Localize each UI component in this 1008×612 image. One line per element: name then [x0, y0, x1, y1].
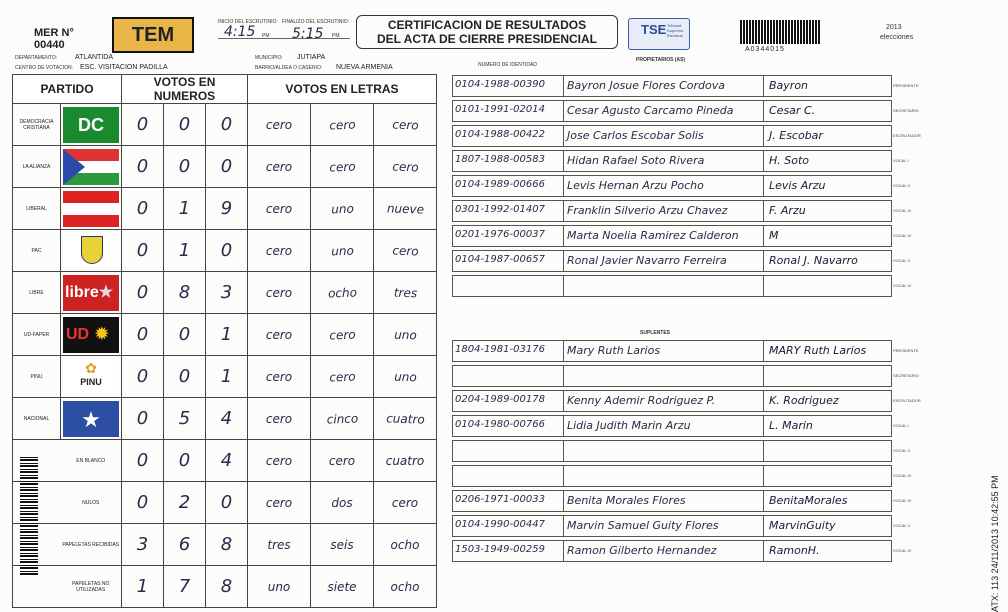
vote-word[interactable]: cero — [248, 104, 311, 146]
title-line-1: CERTIFICACION DE RESULTADOS — [387, 18, 587, 32]
member-signature: H. Soto — [769, 154, 810, 167]
vote-digit[interactable]: 7 — [164, 566, 206, 608]
id-divider — [563, 491, 564, 511]
name-divider — [763, 151, 764, 171]
member-name: Franklin Silverio Arzu Chavez — [567, 204, 728, 217]
vote-word[interactable]: cinco — [310, 396, 374, 440]
party-name: DEMOCRACIA CRISTIANA — [13, 104, 61, 146]
results-header-row — [13, 75, 437, 104]
member-row[interactable] — [452, 175, 892, 197]
tse-text: TSE — [641, 22, 667, 37]
vote-digit[interactable]: 0 — [122, 440, 164, 482]
member-role: VOCAL V — [893, 523, 911, 528]
member-signature: Bayron — [769, 79, 809, 92]
party-name: LIBERAL — [13, 188, 61, 230]
name-divider — [763, 276, 764, 296]
document-title — [356, 15, 618, 49]
party-row — [13, 230, 437, 272]
name-divider — [763, 466, 764, 486]
id-divider — [563, 541, 564, 561]
vote-digit[interactable]: 0 — [206, 230, 248, 272]
vote-digit[interactable]: 1 — [164, 230, 206, 272]
member-name: Kenny Ademir Rodriguez P. — [567, 394, 716, 407]
summary-row — [13, 524, 437, 566]
col-partido: PARTIDO — [13, 75, 122, 104]
sun-icon: ✹ — [95, 325, 109, 343]
member-signature: MarvinGuity — [769, 519, 836, 532]
member-id: 1807-1988-00583 — [455, 154, 545, 165]
vote-digit[interactable]: 0 — [122, 356, 164, 398]
party-name: PAC — [13, 230, 61, 272]
name-divider — [763, 101, 764, 121]
vote-digit[interactable]: 3 — [122, 524, 164, 566]
member-signature: L. Marin — [769, 419, 813, 432]
vote-word[interactable]: cero — [373, 144, 437, 188]
id-divider — [563, 76, 564, 96]
member-row[interactable] — [452, 490, 892, 512]
vote-word[interactable]: seis — [311, 524, 374, 566]
id-divider — [563, 466, 564, 486]
title-line-2: DEL ACTA DE CIERRE PRESIDENCIAL — [376, 32, 598, 46]
member-id: 0104-1989-00666 — [455, 179, 545, 190]
vote-word[interactable]: cero — [310, 312, 374, 356]
barcode-top — [740, 20, 820, 44]
member-row[interactable] — [452, 465, 892, 487]
pac-shield-icon — [63, 233, 119, 269]
member-signature: RamonH. — [769, 544, 820, 557]
id-divider — [563, 441, 564, 461]
ud-logo-text: UD — [66, 325, 90, 343]
name-divider — [763, 366, 764, 386]
member-row[interactable] — [452, 515, 892, 537]
member-role: VOCAL III — [893, 473, 911, 478]
party-row — [13, 272, 437, 314]
name-divider — [763, 126, 764, 146]
summary-name: PAPELETAS NO UTILIZADAS — [61, 566, 122, 608]
member-name: Jose Carlos Escobar Solis — [567, 129, 704, 142]
name-divider — [763, 391, 764, 411]
vote-digit[interactable]: 8 — [206, 566, 248, 608]
vote-word[interactable]: cero — [374, 482, 437, 524]
vote-word[interactable]: uno — [373, 312, 437, 356]
member-role: VOCAL VI — [893, 548, 912, 553]
vote-word[interactable]: cero — [311, 440, 374, 482]
vote-digit[interactable]: 0 — [122, 230, 164, 272]
final-label: FINALIZO DEL ESCRUTINIO: — [282, 19, 350, 25]
member-name: Benita Morales Flores — [567, 494, 686, 507]
member-row[interactable] — [452, 340, 892, 362]
vote-digit[interactable]: 9 — [206, 188, 248, 230]
vote-word[interactable]: cero — [310, 354, 374, 398]
party-logo-cell — [61, 314, 122, 356]
member-row[interactable] — [452, 250, 892, 272]
vote-digit[interactable]: 0 — [206, 482, 248, 524]
vote-word[interactable]: cero — [310, 102, 374, 146]
vote-word[interactable]: ocho — [374, 524, 437, 566]
member-row[interactable] — [452, 100, 892, 122]
vote-word[interactable]: nueve — [373, 186, 437, 230]
vote-digit[interactable]: 1 — [206, 356, 248, 398]
member-row[interactable] — [452, 440, 892, 462]
libre-star-icon: ★ — [98, 283, 114, 301]
vote-digit[interactable]: 5 — [164, 398, 206, 440]
municipio-value: JUTIAPA — [297, 54, 326, 61]
name-divider — [763, 176, 764, 196]
vote-digit[interactable]: 1 — [206, 314, 248, 356]
vote-word[interactable]: cero — [373, 102, 437, 146]
vote-word[interactable]: cero — [248, 146, 311, 188]
barrio-value: NUEVA ARMENIA — [336, 64, 393, 71]
vote-word[interactable]: cero — [248, 188, 311, 230]
summary-name: PAPELETAS RECIBIDAS — [61, 524, 122, 566]
id-divider — [563, 341, 564, 361]
member-row[interactable] — [452, 200, 892, 222]
member-name: Ronal Javier Navarro Ferreira — [567, 254, 727, 267]
summary-name: EN BLANCO — [61, 440, 122, 482]
member-role: ESCRUTADOR — [893, 133, 921, 138]
vote-word[interactable]: uno — [310, 228, 374, 272]
id-divider — [563, 126, 564, 146]
member-row[interactable] — [452, 225, 892, 247]
member-signature: Cesar C. — [769, 104, 816, 117]
member-id: 0201-1976-00037 — [455, 229, 545, 240]
id-divider — [563, 516, 564, 536]
member-role: PRESIDENTE — [893, 83, 919, 88]
party-rows — [13, 104, 437, 608]
member-id: 0104-1988-00390 — [455, 79, 545, 90]
member-row[interactable] — [452, 150, 892, 172]
party-logo-cell — [61, 356, 122, 398]
party-name: LA ALIANZA — [13, 146, 61, 188]
party-logo-cell — [61, 146, 122, 188]
id-divider — [563, 151, 564, 171]
member-row[interactable] — [452, 125, 892, 147]
mer-number: 00440 — [34, 39, 65, 51]
member-name: Cesar Agusto Carcamo Pineda — [567, 104, 734, 117]
party-row — [13, 398, 437, 440]
vote-digit[interactable]: 0 — [122, 272, 164, 314]
party-logo-cell — [61, 104, 122, 146]
member-signature: Ronal J. Navarro — [769, 254, 858, 267]
member-role: ESCRUTADOR — [893, 398, 921, 403]
member-name: Marvin Samuel Guity Flores — [567, 519, 719, 532]
inicio-label: INICIO DEL ESCRUTINIO: — [218, 19, 278, 25]
member-row[interactable] — [452, 540, 892, 562]
municipio-label: MUNICIPIO: — [255, 55, 283, 61]
id-divider — [563, 391, 564, 411]
member-role: VOCAL V — [893, 258, 911, 263]
member-signature: M — [769, 229, 779, 242]
time-underline — [218, 38, 350, 39]
id-divider — [563, 416, 564, 436]
member-role: VOCAL IV — [893, 233, 912, 238]
member-role: SECRETARIO — [893, 108, 919, 113]
party-name: UD-FAPER — [13, 314, 61, 356]
member-name: Ramon Gilberto Hernandez — [567, 544, 717, 557]
vote-word[interactable]: cero — [248, 398, 311, 440]
vote-digit[interactable]: 2 — [164, 482, 206, 524]
barcode-text: A0344015 — [745, 46, 785, 53]
member-role: PRESIDENTE — [893, 348, 919, 353]
vote-word[interactable]: cuatro — [374, 440, 437, 482]
name-divider — [763, 416, 764, 436]
col-votos-letras: VOTOS EN LETRAS — [248, 75, 437, 104]
summary-name: NULOS — [61, 482, 122, 524]
id-divider — [563, 366, 564, 386]
id-divider — [563, 226, 564, 246]
vote-digit[interactable]: 0 — [206, 104, 248, 146]
member-signature: K. Rodriguez — [769, 394, 839, 407]
member-signature: MARY Ruth Larios — [769, 344, 867, 357]
name-divider — [763, 516, 764, 536]
member-row[interactable] — [452, 415, 892, 437]
name-divider — [763, 226, 764, 246]
member-id: 0204-1989-00178 — [455, 394, 545, 405]
member-name: Mary Ruth Larios — [567, 344, 661, 357]
member-role: VOCAL II — [893, 448, 910, 453]
tse-subtitle: Tribunal Supremo Electoral — [667, 23, 684, 38]
vote-digit[interactable]: 0 — [164, 314, 206, 356]
name-divider — [763, 76, 764, 96]
member-role: VOCAL VI — [893, 283, 912, 288]
vote-digit[interactable]: 3 — [206, 272, 248, 314]
member-id: 0104-1987-00657 — [455, 254, 545, 265]
col-votos-numeros: VOTOS EN NUMEROS — [122, 75, 248, 104]
member-name: Levis Hernan Arzu Pocho — [567, 179, 704, 192]
vote-digit[interactable]: 8 — [164, 272, 206, 314]
vote-digit[interactable]: 0 — [164, 440, 206, 482]
vote-word[interactable]: cero — [248, 482, 311, 524]
vote-digit[interactable]: 0 — [206, 146, 248, 188]
pinu-emblem-icon: ✿ — [85, 359, 97, 376]
vote-word[interactable]: ocho — [310, 270, 374, 314]
departamento-label: DEPARTAMENTO: — [15, 55, 58, 61]
party-row — [13, 146, 437, 188]
party-row — [13, 104, 437, 146]
timestamp-stamp: ATX: 113 24/11/2013 10:42:55 PM — [990, 475, 1000, 612]
vote-digit[interactable]: 6 — [164, 524, 206, 566]
vote-digit[interactable]: 8 — [206, 524, 248, 566]
party-logo-cell — [61, 230, 122, 272]
vote-digit[interactable]: 0 — [122, 314, 164, 356]
member-id: 0104-1988-00422 — [455, 129, 545, 140]
member-role: VOCAL I — [893, 423, 909, 428]
vote-digit[interactable]: 0 — [122, 398, 164, 440]
member-signature: BenitaMorales — [769, 494, 848, 507]
party-row — [13, 188, 437, 230]
final-time: 5:15 — [292, 26, 324, 42]
tse-logo — [628, 18, 690, 50]
vote-word[interactable]: cero — [248, 272, 311, 314]
dc-logo-icon: DC — [63, 107, 119, 143]
ud-logo-icon — [63, 317, 119, 353]
vote-digit[interactable]: 0 — [122, 146, 164, 188]
vote-digit[interactable]: 0 — [122, 188, 164, 230]
vote-digit[interactable]: 0 — [164, 146, 206, 188]
member-name: Marta Noelia Ramirez Calderon — [567, 229, 739, 242]
nacional-star-icon: ★ — [63, 401, 119, 437]
tem-box: TEM — [112, 17, 194, 53]
member-name: Hidan Rafael Soto Rivera — [567, 154, 705, 167]
vote-word[interactable]: cero — [248, 314, 311, 356]
name-divider — [763, 441, 764, 461]
vote-word[interactable]: cuatro — [373, 396, 437, 440]
summary-row — [13, 566, 437, 608]
summary-row — [13, 440, 437, 482]
member-id: 1503-1949-00259 — [455, 544, 545, 555]
vote-digit[interactable]: 1 — [122, 566, 164, 608]
vote-digit[interactable]: 4 — [206, 440, 248, 482]
pinu-logo-text: PINU — [80, 376, 102, 387]
liberal-flag-icon — [63, 191, 119, 227]
member-role: VOCAL III — [893, 208, 911, 213]
libre-logo-icon — [63, 275, 119, 311]
pm-label-2: PM — [332, 33, 340, 39]
member-id: 1804-1981-03176 — [455, 344, 545, 355]
vote-word[interactable]: cero — [248, 230, 311, 272]
vote-word[interactable]: cero — [248, 356, 311, 398]
member-role: SECRETARIO — [893, 373, 919, 378]
party-name: LIBRE — [13, 272, 61, 314]
vote-word[interactable]: dos — [311, 482, 374, 524]
member-id: 0104-1980-00766 — [455, 419, 545, 430]
vote-word[interactable]: cero — [373, 228, 437, 272]
vote-word[interactable]: cero — [248, 440, 311, 482]
id-divider — [563, 276, 564, 296]
member-row[interactable] — [452, 365, 892, 387]
member-id: 0104-1990-00447 — [455, 519, 545, 530]
vote-word[interactable]: tres — [248, 524, 311, 566]
vote-word[interactable]: siete — [311, 566, 374, 608]
member-row[interactable] — [452, 75, 892, 97]
mer-label: MER N° — [34, 27, 74, 39]
name-divider — [763, 201, 764, 221]
member-signature: Levis Arzu — [769, 179, 826, 192]
elecciones-logo-text: elecciones — [880, 34, 914, 41]
id-divider — [563, 201, 564, 221]
member-row[interactable] — [452, 390, 892, 412]
results-table — [12, 74, 437, 608]
name-divider — [763, 251, 764, 271]
member-role: VOCAL IV — [893, 498, 912, 503]
member-role: VOCAL II — [893, 183, 910, 188]
vote-word[interactable]: uno — [248, 566, 311, 608]
id-divider — [563, 251, 564, 271]
vote-word[interactable]: uno — [310, 186, 374, 230]
member-name: Lidia Judith Marin Arzu — [567, 419, 691, 432]
alianza-flag-icon — [63, 149, 119, 185]
vote-word[interactable]: tres — [373, 270, 437, 314]
member-name: Bayron Josue Flores Cordova — [567, 79, 725, 92]
vote-digit[interactable]: 0 — [122, 482, 164, 524]
vote-digit[interactable]: 1 — [164, 188, 206, 230]
libre-logo-text: libre — [65, 283, 99, 301]
barrio-label: BARRIO/ALDEA O CASERIO: — [255, 65, 323, 71]
id-divider — [563, 101, 564, 121]
pm-label-1: PM — [262, 33, 270, 39]
pinu-logo-icon — [63, 359, 119, 395]
party-name: PINU — [13, 356, 61, 398]
centro-label: CENTRO DE VOTACION: — [15, 65, 73, 71]
centro-value: ESC. VISITACION PADILLA — [80, 64, 168, 71]
party-logo-cell — [61, 188, 122, 230]
vote-digit[interactable]: 4 — [206, 398, 248, 440]
vote-word[interactable]: cero — [310, 144, 374, 188]
name-divider — [763, 341, 764, 361]
summary-row — [13, 482, 437, 524]
member-signature: F. Arzu — [769, 204, 806, 217]
id-divider — [563, 176, 564, 196]
name-divider — [763, 491, 764, 511]
elecciones-year: 2013 — [886, 24, 902, 31]
member-row[interactable] — [452, 275, 892, 297]
name-divider — [763, 541, 764, 561]
vote-word[interactable]: uno — [373, 354, 437, 398]
departamento-value: ATLANTIDA — [75, 54, 113, 61]
party-row — [13, 314, 437, 356]
vote-word[interactable]: ocho — [374, 566, 437, 608]
member-role: VOCAL I — [893, 158, 909, 163]
propietarios-label: PROPIETARIOS (AS) — [636, 57, 686, 63]
inicio-time: 4:15 — [224, 24, 256, 40]
vote-digit[interactable]: 0 — [122, 104, 164, 146]
party-logo-cell — [61, 272, 122, 314]
barcode-left — [20, 455, 38, 575]
party-logo-cell — [61, 398, 122, 440]
member-id: 0206-1971-00033 — [455, 494, 545, 505]
party-row — [13, 356, 437, 398]
member-signature: J. Escobar — [769, 129, 823, 142]
numero-identidad-label: NUMERO DE IDENTIDAD — [478, 62, 537, 68]
vote-digit[interactable]: 0 — [164, 356, 206, 398]
member-id: 0301-1992-01407 — [455, 204, 545, 215]
vote-digit[interactable]: 0 — [164, 104, 206, 146]
party-name: NACIONAL — [13, 398, 61, 440]
suplentes-label: SUPLENTES — [640, 330, 671, 336]
member-id: 0101-1991-02014 — [455, 104, 545, 115]
